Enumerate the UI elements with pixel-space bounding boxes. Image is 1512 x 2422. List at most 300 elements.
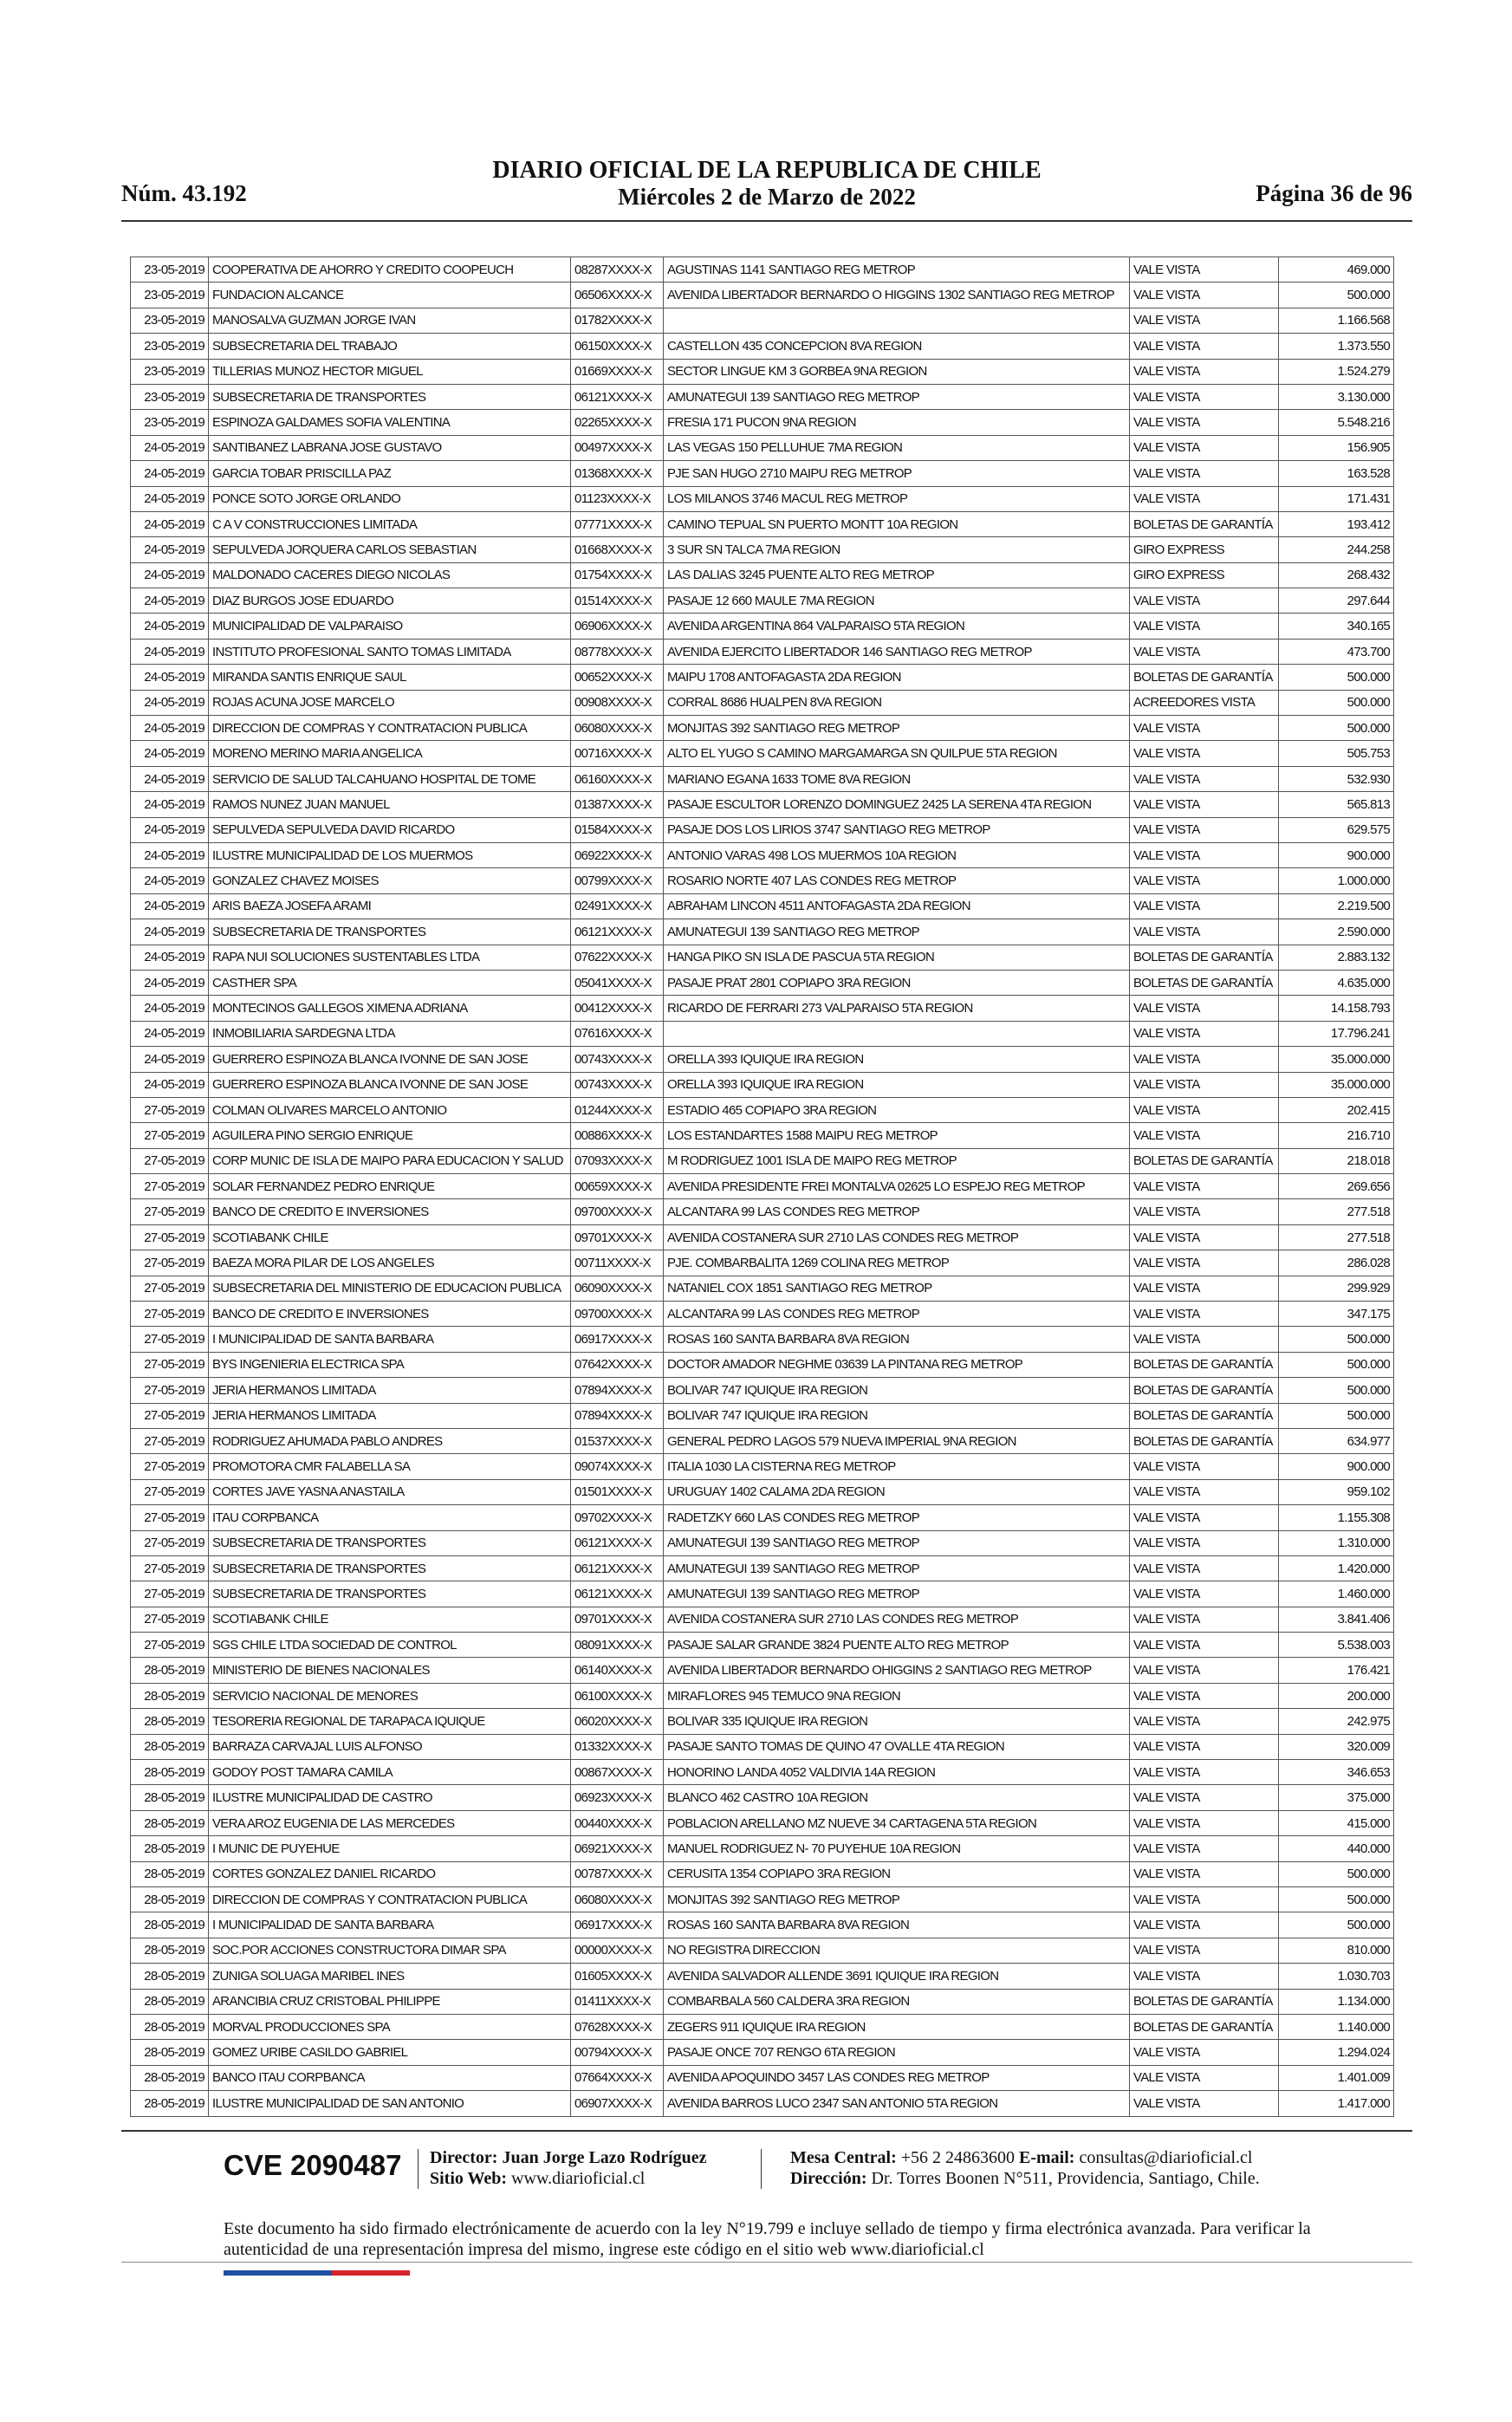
address-cell: ORELLA 393 IQUIQUE IRA REGION <box>664 1072 1130 1097</box>
rut-cell: 06907XXXX-X <box>571 2091 664 2116</box>
date-cell: 28-05-2019 <box>131 1861 209 1886</box>
amount-cell: 346.653 <box>1279 1760 1394 1785</box>
date-cell: 24-05-2019 <box>131 716 209 741</box>
type-cell: VALE VISTA <box>1130 1633 1279 1658</box>
name-cell: PONCE SOTO JORGE ORLANDO <box>209 486 571 511</box>
rut-cell: 01123XXXX-X <box>571 486 664 511</box>
rut-cell: 01514XXXX-X <box>571 588 664 614</box>
type-cell: VALE VISTA <box>1130 1123 1279 1148</box>
name-cell: PROMOTORA CMR FALABELLA SA <box>209 1454 571 1479</box>
rut-cell: 06917XXXX-X <box>571 1912 664 1938</box>
name-cell: BANCO DE CREDITO E INVERSIONES <box>209 1302 571 1327</box>
name-cell: ARANCIBIA CRUZ CRISTOBAL PHILIPPE <box>209 1989 571 2014</box>
table-row <box>131 1403 1394 1428</box>
type-cell: VALE VISTA <box>1130 919 1279 945</box>
table-row <box>131 741 1394 766</box>
address-cell: MARIANO EGANA 1633 TOME 8VA REGION <box>664 766 1130 791</box>
type-cell: VALE VISTA <box>1130 384 1279 409</box>
rut-cell: 07093XXXX-X <box>571 1148 664 1173</box>
address-cell: URUGUAY 1402 CALAMA 2DA REGION <box>664 1479 1130 1504</box>
site-url[interactable]: www.diarioficial.cl <box>511 2169 646 2188</box>
email-address[interactable]: consultas@diarioficial.cl <box>1079 2148 1253 2167</box>
table-row <box>131 1352 1394 1377</box>
type-cell: VALE VISTA <box>1130 792 1279 817</box>
rut-cell: 01668XXXX-X <box>571 537 664 562</box>
address-cell: AMUNATEGUI 139 SANTIAGO REG METROP <box>664 384 1130 409</box>
date-cell: 27-05-2019 <box>131 1454 209 1479</box>
amount-cell: 347.175 <box>1279 1302 1394 1327</box>
rut-cell: 00794XXXX-X <box>571 2040 664 2065</box>
table-row <box>131 1964 1394 1989</box>
type-cell: BOLETAS DE GARANTÍA <box>1130 2014 1279 2039</box>
rut-cell: 00000XXXX-X <box>571 1938 664 1963</box>
table-row <box>131 792 1394 817</box>
address-cell <box>664 1021 1130 1046</box>
address-cell: GENERAL PEDRO LAGOS 579 NUEVA IMPERIAL 9NA REGION <box>664 1428 1130 1453</box>
amount-cell: 1.030.703 <box>1279 1964 1394 1989</box>
type-cell: VALE VISTA <box>1130 1224 1279 1250</box>
name-cell: SUBSECRETARIA DEL TRABAJO <box>209 334 571 359</box>
table-row <box>131 639 1394 664</box>
address-cell: ROSAS 160 SANTA BARBARA 8VA REGION <box>664 1327 1130 1352</box>
name-cell: JERIA HERMANOS LIMITADA <box>209 1403 571 1428</box>
address-cell: RADETZKY 660 LAS CONDES REG METROP <box>664 1505 1130 1530</box>
amount-cell: 440.000 <box>1279 1836 1394 1861</box>
name-cell: I MUNICIPALIDAD DE SANTA BARBARA <box>209 1912 571 1938</box>
table-row <box>131 1276 1394 1301</box>
table-row <box>131 817 1394 842</box>
rut-cell: 07894XXXX-X <box>571 1403 664 1428</box>
name-cell: BYS INGENIERIA ELECTRICA SPA <box>209 1352 571 1377</box>
table-row <box>131 2040 1394 2065</box>
address-cell: PJE. COMBARBALITA 1269 COLINA REG METROP <box>664 1250 1130 1276</box>
rut-cell: 06921XXXX-X <box>571 1836 664 1861</box>
rut-cell: 01537XXXX-X <box>571 1428 664 1453</box>
name-cell: SOC.POR ACCIONES CONSTRUCTORA DIMAR SPA <box>209 1938 571 1963</box>
type-cell: VALE VISTA <box>1130 1912 1279 1938</box>
address-cell: 3 SUR SN TALCA 7MA REGION <box>664 537 1130 562</box>
address-cell: NO REGISTRA DIRECCION <box>664 1938 1130 1963</box>
type-cell: VALE VISTA <box>1130 1454 1279 1479</box>
table-row <box>131 893 1394 919</box>
name-cell: CORTES GONZALEZ DANIEL RICARDO <box>209 1861 571 1886</box>
date-cell: 27-05-2019 <box>131 1174 209 1199</box>
type-cell: VALE VISTA <box>1130 716 1279 741</box>
address-cell: DOCTOR AMADOR NEGHME 03639 LA PINTANA REG METROP <box>664 1352 1130 1377</box>
rut-cell: 01584XXXX-X <box>571 817 664 842</box>
name-cell: VERA AROZ EUGENIA DE LAS MERCEDES <box>209 1810 571 1835</box>
amount-cell: 5.538.003 <box>1279 1633 1394 1658</box>
date-cell: 24-05-2019 <box>131 945 209 970</box>
amount-cell: 1.373.550 <box>1279 334 1394 359</box>
address-cell: AMUNATEGUI 139 SANTIAGO REG METROP <box>664 1555 1130 1581</box>
date-cell: 24-05-2019 <box>131 639 209 664</box>
type-cell: VALE VISTA <box>1130 1047 1279 1072</box>
amount-cell: 156.905 <box>1279 435 1394 460</box>
amount-cell: 269.656 <box>1279 1174 1394 1199</box>
name-cell: SUBSECRETARIA DE TRANSPORTES <box>209 1581 571 1607</box>
flag-bar-red <box>332 2270 410 2276</box>
name-cell: CASTHER SPA <box>209 970 571 995</box>
amount-cell: 500.000 <box>1279 1378 1394 1403</box>
name-cell: ILUSTRE MUNICIPALIDAD DE SAN ANTONIO <box>209 2091 571 2116</box>
rut-cell: 00659XXXX-X <box>571 1174 664 1199</box>
rut-cell: 09700XXXX-X <box>571 1302 664 1327</box>
address-cell: ROSAS 160 SANTA BARBARA 8VA REGION <box>664 1912 1130 1938</box>
date-cell: 28-05-2019 <box>131 1785 209 1810</box>
date-cell: 28-05-2019 <box>131 2040 209 2065</box>
date-cell: 27-05-2019 <box>131 1378 209 1403</box>
rut-cell: 09701XXXX-X <box>571 1607 664 1632</box>
address-cell: ALTO EL YUGO S CAMINO MARGAMARGA SN QUILPUE 5TA REGION <box>664 741 1130 766</box>
rut-cell: 09700XXXX-X <box>571 1199 664 1224</box>
address-cell: POBLACION ARELLANO MZ NUEVE 34 CARTAGENA 5TA REGION <box>664 1810 1130 1835</box>
rut-cell: 01387XXXX-X <box>571 792 664 817</box>
table-row <box>131 1327 1394 1352</box>
address-cell: ABRAHAM LINCON 4511 ANTOFAGASTA 2DA REGION <box>664 893 1130 919</box>
table-row <box>131 1785 1394 1810</box>
type-cell: BOLETAS DE GARANTÍA <box>1130 1148 1279 1173</box>
table-row <box>131 511 1394 536</box>
table-row <box>131 1148 1394 1173</box>
type-cell: VALE VISTA <box>1130 1530 1279 1555</box>
address-cell: HANGA PIKO SN ISLA DE PASCUA 5TA REGION <box>664 945 1130 970</box>
address-cell: PASAJE ESCULTOR LORENZO DOMINGUEZ 2425 LA SERENA 4TA REGION <box>664 792 1130 817</box>
footer-contact-right <box>790 2147 1260 2189</box>
date-cell: 24-05-2019 <box>131 919 209 945</box>
rut-cell: 06121XXXX-X <box>571 1581 664 1607</box>
name-cell: MONTECINOS GALLEGOS XIMENA ADRIANA <box>209 996 571 1021</box>
type-cell: VALE VISTA <box>1130 1938 1279 1963</box>
type-cell: BOLETAS DE GARANTÍA <box>1130 511 1279 536</box>
name-cell: RAMOS NUNEZ JUAN MANUEL <box>209 792 571 817</box>
rut-cell: 06121XXXX-X <box>571 1555 664 1581</box>
type-cell: VALE VISTA <box>1130 1836 1279 1861</box>
rut-cell: 06121XXXX-X <box>571 384 664 409</box>
address-label: Dirección: <box>790 2169 867 2188</box>
amount-cell: 5.548.216 <box>1279 410 1394 435</box>
table-row <box>131 308 1394 333</box>
table-row <box>131 588 1394 614</box>
site-label: Sitio Web: <box>430 2169 508 2188</box>
date-cell: 28-05-2019 <box>131 2065 209 2090</box>
address-cell: COMBARBALA 560 CALDERA 3RA REGION <box>664 1989 1130 2014</box>
table-row <box>131 486 1394 511</box>
amount-cell: 268.432 <box>1279 562 1394 588</box>
date-cell: 28-05-2019 <box>131 1912 209 1938</box>
type-cell: VALE VISTA <box>1130 766 1279 791</box>
type-cell: VALE VISTA <box>1130 410 1279 435</box>
name-cell: GOMEZ URIBE CASILDO GABRIEL <box>209 2040 571 2065</box>
type-cell: VALE VISTA <box>1130 893 1279 919</box>
name-cell: AGUILERA PINO SERGIO ENRIQUE <box>209 1123 571 1148</box>
name-cell: CORP MUNIC DE ISLA DE MAIPO PARA EDUCACION Y SALUD <box>209 1148 571 1173</box>
date-cell: 27-05-2019 <box>131 1607 209 1632</box>
date-cell: 27-05-2019 <box>131 1352 209 1377</box>
address-cell: AVENIDA LIBERTADOR BERNARDO OHIGGINS 2 SANTIAGO REG METROP <box>664 1658 1130 1683</box>
amount-cell: 500.000 <box>1279 716 1394 741</box>
address-cell: BOLIVAR 335 IQUIQUE IRA REGION <box>664 1709 1130 1734</box>
name-cell: ESPINOZA GALDAMES SOFIA VALENTINA <box>209 410 571 435</box>
rut-cell: 00799XXXX-X <box>571 868 664 893</box>
name-cell: ILUSTRE MUNICIPALIDAD DE CASTRO <box>209 1785 571 1810</box>
date-cell: 27-05-2019 <box>131 1224 209 1250</box>
type-cell: VALE VISTA <box>1130 2040 1279 2065</box>
date-cell: 24-05-2019 <box>131 792 209 817</box>
table-row <box>131 1454 1394 1479</box>
rut-cell: 01605XXXX-X <box>571 1964 664 1989</box>
name-cell: GODOY POST TAMARA CAMILA <box>209 1760 571 1785</box>
address-cell: PASAJE 12 660 MAULE 7MA REGION <box>664 588 1130 614</box>
rut-cell: 02491XXXX-X <box>571 893 664 919</box>
name-cell: SUBSECRETARIA DEL MINISTERIO DE EDUCACION PUBLICA <box>209 1276 571 1301</box>
name-cell: ZUNIGA SOLUAGA MARIBEL INES <box>209 1964 571 1989</box>
table-row <box>131 1912 1394 1938</box>
address-cell: LOS MILANOS 3746 MACUL REG METROP <box>664 486 1130 511</box>
amount-cell: 1.140.000 <box>1279 2014 1394 2039</box>
amount-cell: 3.130.000 <box>1279 384 1394 409</box>
name-cell: SUBSECRETARIA DE TRANSPORTES <box>209 1555 571 1581</box>
type-cell: VALE VISTA <box>1130 1581 1279 1607</box>
footer-divider <box>418 2149 419 2189</box>
name-cell: SEPULVEDA JORQUERA CARLOS SEBASTIAN <box>209 537 571 562</box>
rut-cell: 06150XXXX-X <box>571 334 664 359</box>
footer-contact-left <box>430 2147 707 2189</box>
address-cell: BLANCO 462 CASTRO 10A REGION <box>664 1785 1130 1810</box>
date-cell: 27-05-2019 <box>131 1327 209 1352</box>
table-row <box>131 1607 1394 1632</box>
table-row <box>131 919 1394 945</box>
type-cell: VALE VISTA <box>1130 842 1279 867</box>
amount-cell: 202.415 <box>1279 1097 1394 1122</box>
date-cell: 28-05-2019 <box>131 1683 209 1708</box>
rut-cell: 06020XXXX-X <box>571 1709 664 1734</box>
address-cell: MIRAFLORES 945 TEMUCO 9NA REGION <box>664 1683 1130 1708</box>
rut-cell: 06080XXXX-X <box>571 1887 664 1912</box>
rut-cell: 02265XXXX-X <box>571 410 664 435</box>
date-cell: 27-05-2019 <box>131 1302 209 1327</box>
address-cell: HONORINO LANDA 4052 VALDIVIA 14A REGION <box>664 1760 1130 1785</box>
name-cell: MINISTERIO DE BIENES NACIONALES <box>209 1658 571 1683</box>
name-cell: I MUNICIPALIDAD DE SANTA BARBARA <box>209 1327 571 1352</box>
table-row <box>131 1428 1394 1453</box>
name-cell: I MUNIC DE PUYEHUE <box>209 1836 571 1861</box>
type-cell: VALE VISTA <box>1130 1097 1279 1122</box>
amount-cell: 1.294.024 <box>1279 2040 1394 2065</box>
amount-cell: 200.000 <box>1279 1683 1394 1708</box>
amount-cell: 473.700 <box>1279 639 1394 664</box>
type-cell: VALE VISTA <box>1130 1734 1279 1759</box>
publication-title: DIARIO OFICIAL DE LA REPUBLICA DE CHILE <box>492 157 1042 184</box>
date-cell: 28-05-2019 <box>131 1810 209 1835</box>
date-cell: 24-05-2019 <box>131 511 209 536</box>
date-cell: 23-05-2019 <box>131 257 209 282</box>
address-cell: PASAJE DOS LOS LIRIOS 3747 SANTIAGO REG METROP <box>664 817 1130 842</box>
name-cell: ITAU CORPBANCA <box>209 1505 571 1530</box>
table-row <box>131 1810 1394 1835</box>
rut-cell: 00743XXXX-X <box>571 1047 664 1072</box>
date-cell: 24-05-2019 <box>131 970 209 995</box>
table-row <box>131 996 1394 1021</box>
address-cell: MONJITAS 392 SANTIAGO REG METROP <box>664 1887 1130 1912</box>
table-row <box>131 1581 1394 1607</box>
name-cell: MALDONADO CACERES DIEGO NICOLAS <box>209 562 571 588</box>
table-row <box>131 1097 1394 1122</box>
address-cell: BOLIVAR 747 IQUIQUE IRA REGION <box>664 1403 1130 1428</box>
mesa-phone: +56 2 24863600 <box>900 2148 1016 2167</box>
name-cell: CORTES JAVE YASNA ANASTAILA <box>209 1479 571 1504</box>
publication-date: Miércoles 2 de Marzo de 2022 <box>618 184 916 210</box>
address-cell: BOLIVAR 747 IQUIQUE IRA REGION <box>664 1378 1130 1403</box>
name-cell: DIRECCION DE COMPRAS Y CONTRATACION PUBLICA <box>209 1887 571 1912</box>
date-cell: 27-05-2019 <box>131 1633 209 1658</box>
date-cell: 28-05-2019 <box>131 1709 209 1734</box>
rut-cell: 09074XXXX-X <box>571 1454 664 1479</box>
date-cell: 23-05-2019 <box>131 308 209 333</box>
date-cell: 27-05-2019 <box>131 1479 209 1504</box>
table-row <box>131 1199 1394 1224</box>
table-row <box>131 1555 1394 1581</box>
type-cell: VALE VISTA <box>1130 308 1279 333</box>
amount-cell: 900.000 <box>1279 1454 1394 1479</box>
table-row <box>131 1072 1394 1097</box>
date-cell: 24-05-2019 <box>131 1072 209 1097</box>
date-cell: 28-05-2019 <box>131 1734 209 1759</box>
amount-cell: 163.528 <box>1279 461 1394 486</box>
rut-cell: 00908XXXX-X <box>571 690 664 715</box>
amount-cell: 469.000 <box>1279 257 1394 282</box>
date-cell: 24-05-2019 <box>131 1047 209 1072</box>
amount-cell: 500.000 <box>1279 1403 1394 1428</box>
table-row <box>131 1505 1394 1530</box>
signature-note: Este documento ha sido firmado electrónicamente de acuerdo con la ley N°19.799 e incluye sellado de tiempo y firma electrónica avanzada. Para verificar la autenticidad de una representación impresa del mismo, ingrese este código en el sitio web www.diarioficial.cl <box>224 2219 1311 2259</box>
table-row <box>131 945 1394 970</box>
type-cell: BOLETAS DE GARANTÍA <box>1130 665 1279 690</box>
type-cell: VALE VISTA <box>1130 334 1279 359</box>
date-cell: 28-05-2019 <box>131 1964 209 1989</box>
date-cell: 28-05-2019 <box>131 1938 209 1963</box>
rut-cell: 01669XXXX-X <box>571 359 664 384</box>
address-cell: AGUSTINAS 1141 SANTIAGO REG METROP <box>664 257 1130 282</box>
name-cell: SOLAR FERNANDEZ PEDRO ENRIQUE <box>209 1174 571 1199</box>
amount-cell: 500.000 <box>1279 282 1394 308</box>
amount-cell: 500.000 <box>1279 1861 1394 1886</box>
date-cell: 28-05-2019 <box>131 2091 209 2116</box>
name-cell: BARRAZA CARVAJAL LUIS ALFONSO <box>209 1734 571 1759</box>
name-cell: ROJAS ACUNA JOSE MARCELO <box>209 690 571 715</box>
amount-cell: 244.258 <box>1279 537 1394 562</box>
type-cell: VALE VISTA <box>1130 1072 1279 1097</box>
rut-cell: 00652XXXX-X <box>571 665 664 690</box>
rut-cell: 01782XXXX-X <box>571 308 664 333</box>
amount-cell: 500.000 <box>1279 1887 1394 1912</box>
amount-cell: 4.635.000 <box>1279 970 1394 995</box>
table-row <box>131 1734 1394 1759</box>
address-cell: LOS ESTANDARTES 1588 MAIPU REG METROP <box>664 1123 1130 1148</box>
type-cell: VALE VISTA <box>1130 1555 1279 1581</box>
date-cell: 27-05-2019 <box>131 1148 209 1173</box>
amount-cell: 959.102 <box>1279 1479 1394 1504</box>
name-cell: TESORERIA REGIONAL DE TARAPACA IQUIQUE <box>209 1709 571 1734</box>
table-row <box>131 1021 1394 1046</box>
amount-cell: 565.813 <box>1279 792 1394 817</box>
date-cell: 24-05-2019 <box>131 996 209 1021</box>
address-cell: ALCANTARA 99 LAS CONDES REG METROP <box>664 1199 1130 1224</box>
address-cell: AVENIDA COSTANERA SUR 2710 LAS CONDES REG METROP <box>664 1224 1130 1250</box>
address-cell: LAS VEGAS 150 PELLUHUE 7MA REGION <box>664 435 1130 460</box>
type-cell: VALE VISTA <box>1130 1964 1279 1989</box>
amount-cell: 1.134.000 <box>1279 1989 1394 2014</box>
address-cell: AVENIDA SALVADOR ALLENDE 3691 IQUIQUE IRA REGION <box>664 1964 1130 1989</box>
date-cell: 27-05-2019 <box>131 1199 209 1224</box>
name-cell: MUNICIPALIDAD DE VALPARAISO <box>209 614 571 639</box>
type-cell: BOLETAS DE GARANTÍA <box>1130 970 1279 995</box>
name-cell: SUBSECRETARIA DE TRANSPORTES <box>209 384 571 409</box>
name-cell: MORVAL PRODUCCIONES SPA <box>209 2014 571 2039</box>
address-cell: CERUSITA 1354 COPIAPO 3RA REGION <box>664 1861 1130 1886</box>
rut-cell: 01368XXXX-X <box>571 461 664 486</box>
address-cell: AMUNATEGUI 139 SANTIAGO REG METROP <box>664 919 1130 945</box>
rut-cell: 06922XXXX-X <box>571 842 664 867</box>
type-cell: VALE VISTA <box>1130 639 1279 664</box>
date-cell: 24-05-2019 <box>131 817 209 842</box>
address-cell: ROSARIO NORTE 407 LAS CONDES REG METROP <box>664 868 1130 893</box>
date-cell: 24-05-2019 <box>131 537 209 562</box>
amount-cell: 629.575 <box>1279 817 1394 842</box>
name-cell: BANCO DE CREDITO E INVERSIONES <box>209 1199 571 1224</box>
table-row <box>131 1224 1394 1250</box>
table-row <box>131 1530 1394 1555</box>
table-row <box>131 359 1394 384</box>
table-row <box>131 868 1394 893</box>
name-cell: COLMAN OLIVARES MARCELO ANTONIO <box>209 1097 571 1122</box>
amount-cell: 340.165 <box>1279 614 1394 639</box>
name-cell: SERVICIO DE SALUD TALCAHUANO HOSPITAL DE TOME <box>209 766 571 791</box>
amount-cell: 35.000.000 <box>1279 1047 1394 1072</box>
director-label: Director: <box>430 2148 498 2167</box>
rut-cell: 07616XXXX-X <box>571 1021 664 1046</box>
cve-code: CVE 2090487 <box>224 2149 402 2181</box>
amount-cell: 1.460.000 <box>1279 1581 1394 1607</box>
date-cell: 23-05-2019 <box>131 410 209 435</box>
rut-cell: 08287XXXX-X <box>571 257 664 282</box>
rut-cell: 01411XXXX-X <box>571 1989 664 2014</box>
date-cell: 24-05-2019 <box>131 842 209 867</box>
name-cell: DIAZ BURGOS JOSE EDUARDO <box>209 588 571 614</box>
rut-cell: 08091XXXX-X <box>571 1633 664 1658</box>
date-cell: 27-05-2019 <box>131 1276 209 1301</box>
table-row <box>131 614 1394 639</box>
date-cell: 28-05-2019 <box>131 1836 209 1861</box>
date-cell: 24-05-2019 <box>131 766 209 791</box>
address-cell: MAIPU 1708 ANTOFAGASTA 2DA REGION <box>664 665 1130 690</box>
address-cell: ALCANTARA 99 LAS CONDES REG METROP <box>664 1302 1130 1327</box>
amount-cell: 375.000 <box>1279 1785 1394 1810</box>
name-cell: TILLERIAS MUNOZ HECTOR MIGUEL <box>209 359 571 384</box>
rut-cell: 01754XXXX-X <box>571 562 664 588</box>
director-name: Juan Jorge Lazo Rodríguez <box>502 2148 707 2167</box>
address-cell: ZEGERS 911 IQUIQUE IRA REGION <box>664 2014 1130 2039</box>
amount-cell: 500.000 <box>1279 1352 1394 1377</box>
amount-cell: 500.000 <box>1279 665 1394 690</box>
records-table <box>130 256 1394 2117</box>
address-cell: M RODRIGUEZ 1001 ISLA DE MAIPO REG METROP <box>664 1148 1130 1173</box>
table-row <box>131 257 1394 282</box>
name-cell: INSTITUTO PROFESIONAL SANTO TOMAS LIMITADA <box>209 639 571 664</box>
date-cell: 24-05-2019 <box>131 741 209 766</box>
name-cell: BANCO ITAU CORPBANCA <box>209 2065 571 2090</box>
address-cell: AVENIDA COSTANERA SUR 2710 LAS CONDES REG METROP <box>664 1607 1130 1632</box>
